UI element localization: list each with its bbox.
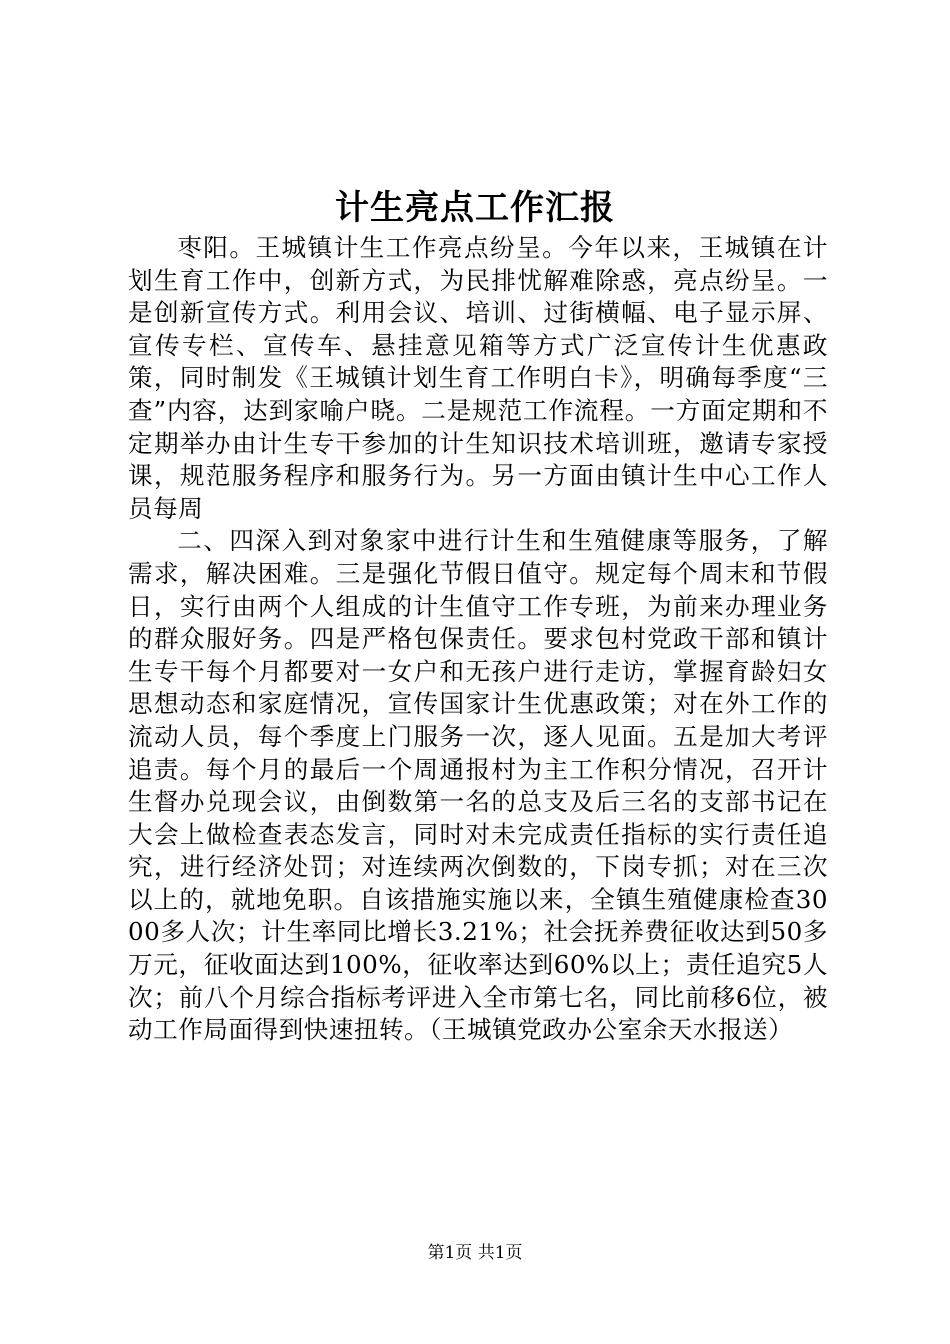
- page-number-footer: 第1页 共1页: [427, 1243, 523, 1263]
- paragraph-1: 枣阳。王城镇计生工作亮点纷呈。今年以来，王城镇在计划生育工作中，创新方式，为民排忧解难除惑，亮点纷呈。一是创新宣传方式。利用会议、培训、过街横幅、电子显示屏、宣传专栏、宣传车、悬挂意见箱等方式广泛宣传计生优惠政策，同时制发《王城镇计划生育工作明白卡》，明确每季度“三查”内容，达到家喻户晓。二是规范工作流程。一方面定期和不定期举办由计生专干参加的计生知识技术培训班，邀请专家授课，规范服务程序和服务行为。另一方面由镇计生中心工作人员每周: [128, 233, 828, 523]
- document-body: [128, 232, 828, 1047]
- paragraph-2: 二、四深入到对象家中进行计生和生殖健康等服务，了解需求，解决困难。三是强化节假日值守。规定每个周末和节假日，实行由两个人组成的计生值守工作专班，为前来办理业务的群众服好务。四是严格包保责任。要求包村党政干部和镇计生专干每个月都要对一女户和无孩户进行走访，掌握育龄妇女思想动态和家庭情况，宣传国家计生优惠政策；对在外工作的流动人员，每个季度上门服务一次，逐人见面。五是加大考评追责。每个月的最后一个周通报村为主工作积分情况，召开计生督办兑现会议，由倒数第一名的总支及后三名的支部书记在大会上做检查表态发言，同时对未完成责任指标的实行责任追究，进行经济处罚；对连续两次倒数的，下岗专抓；对在三次以上的，就地免职。自该措施实施以来，全镇生殖健康检查3000多人次；计生率同比增长3.21%；社会抚养费征收达到50多万元，征收面达到100%，征收率达到60%以上；责任追究5人次；前八个月综合指标考评进入全市第七名，同比前移6位，被动工作局面得到快速扭转。（王城镇党政办公室余天水报送）: [128, 526, 828, 1045]
- document-title: 计生亮点工作汇报: [335, 188, 615, 228]
